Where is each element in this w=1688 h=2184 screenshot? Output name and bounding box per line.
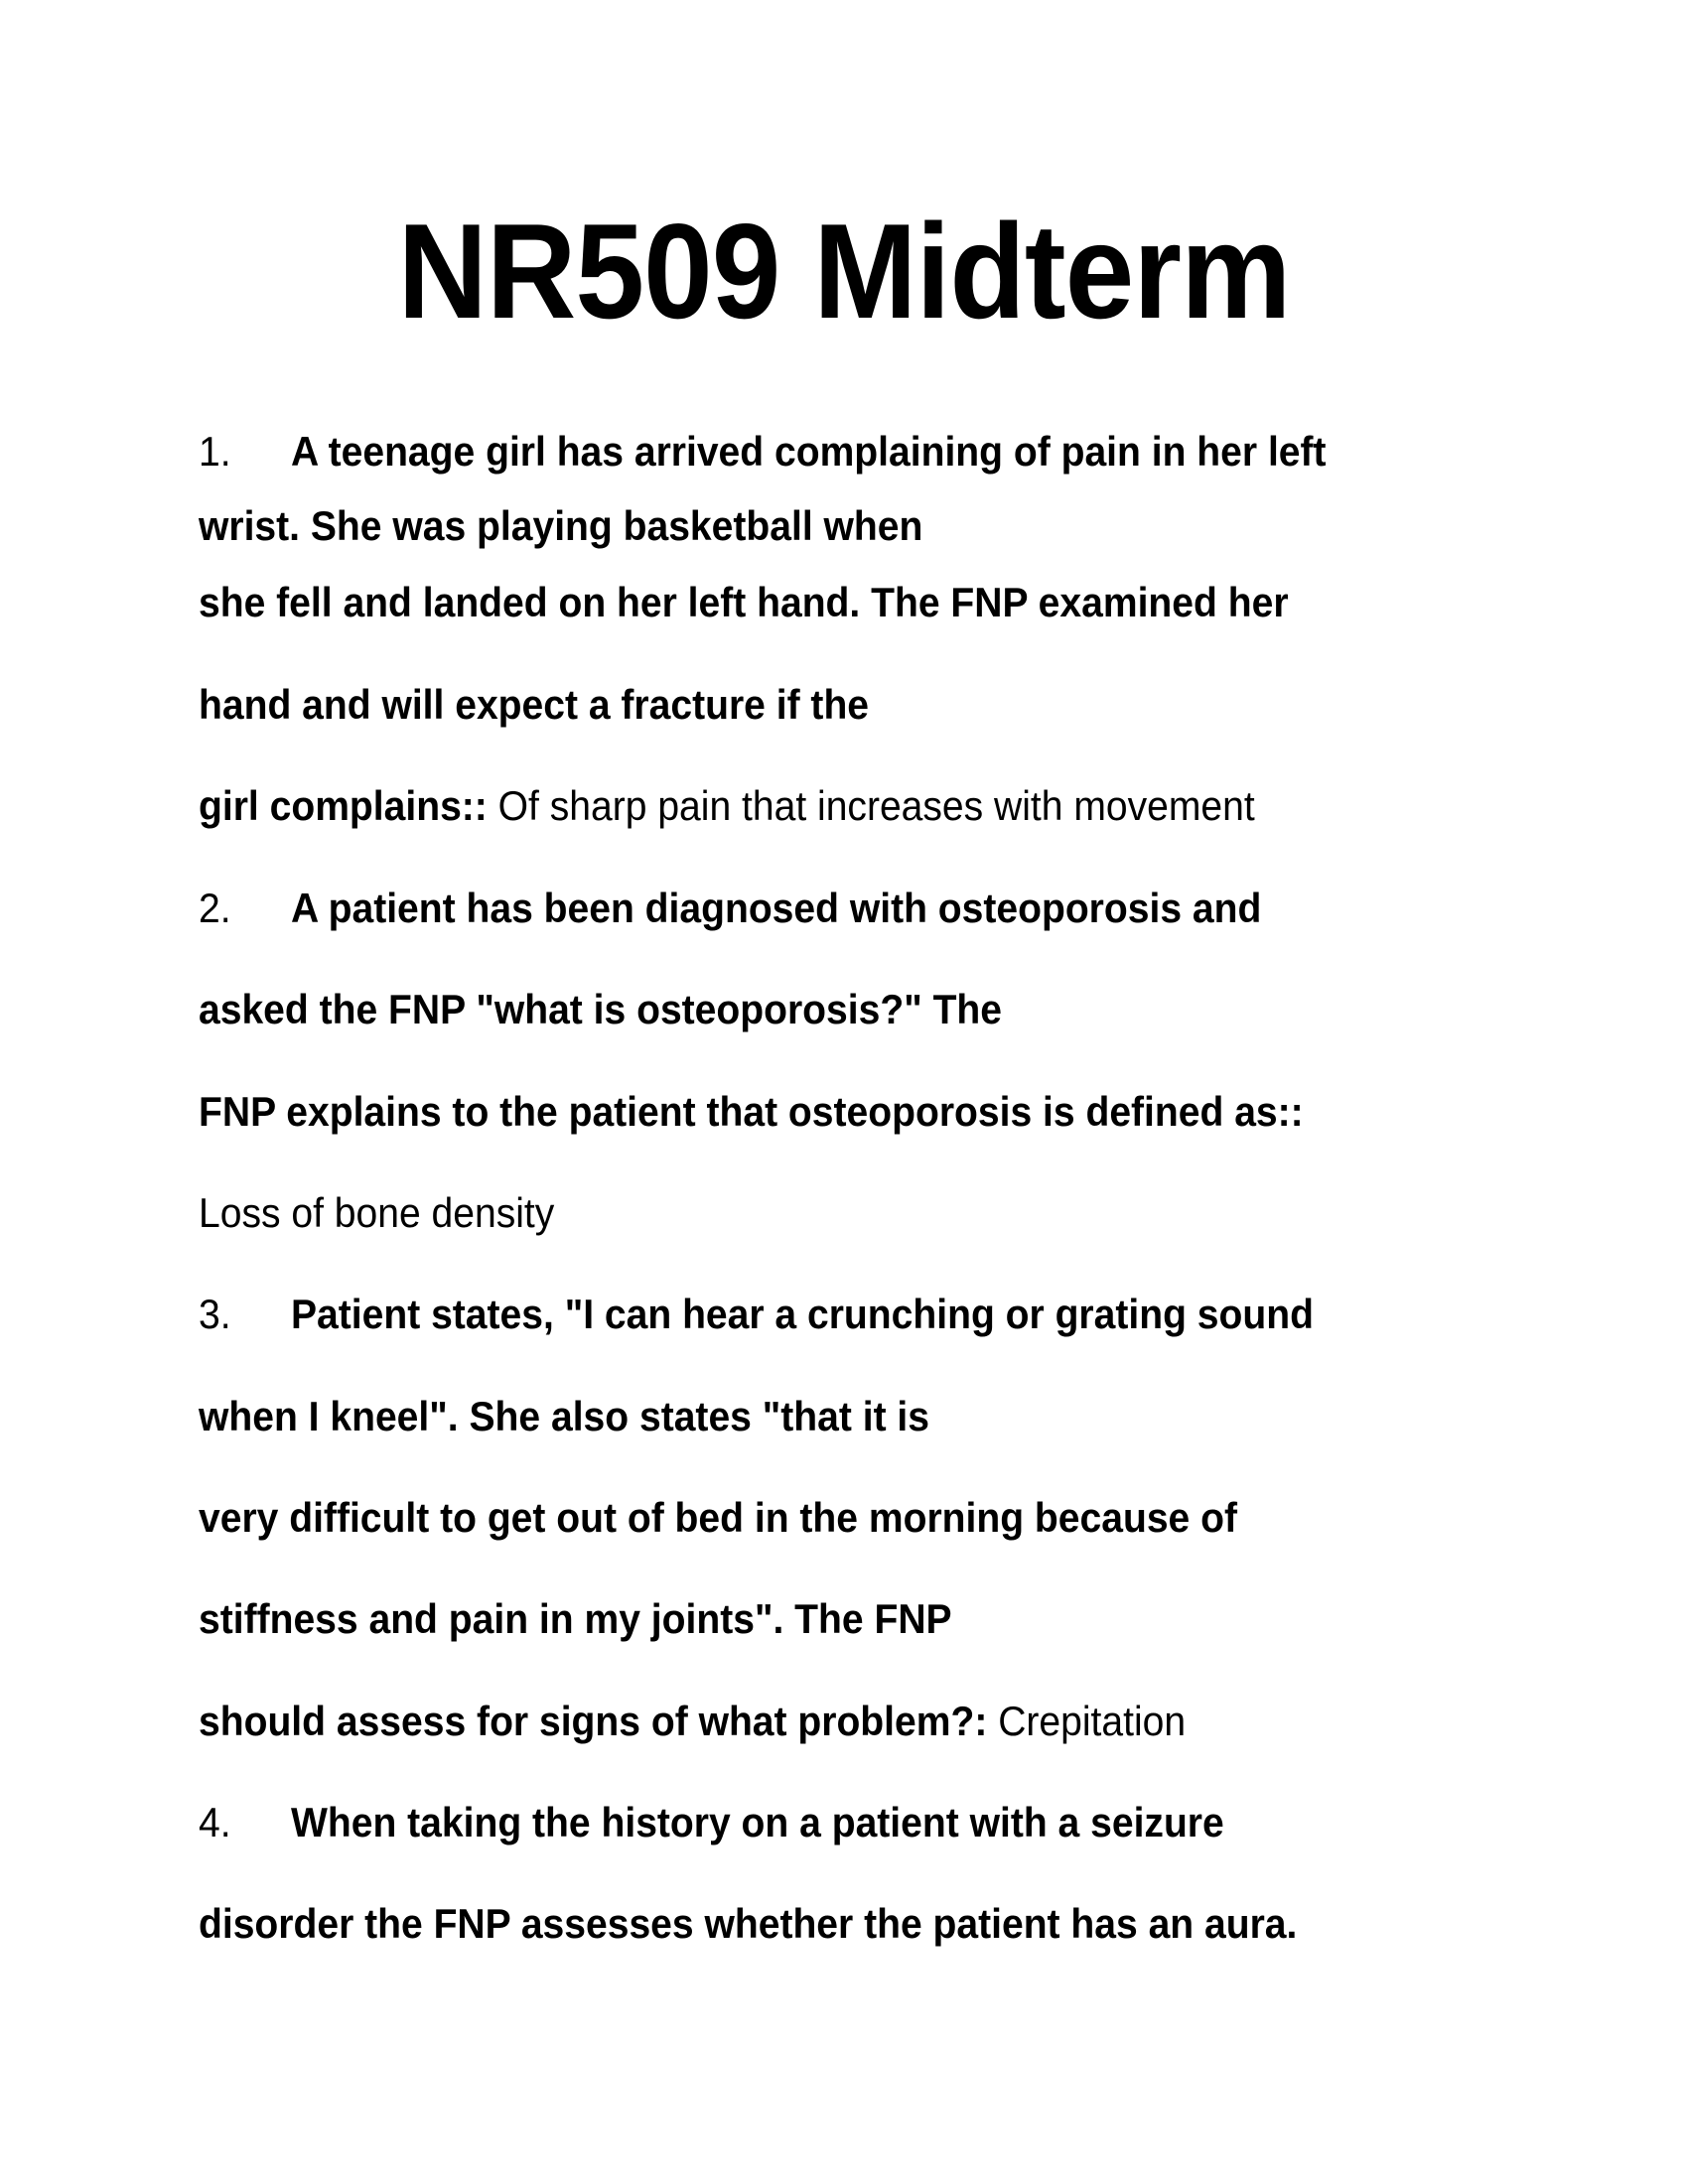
- answer-text: Crepitation: [998, 1698, 1187, 1744]
- question-line: stiffness and pain in my joints". The FNP: [199, 1595, 952, 1642]
- question-line: wrist. She was playing basketball when: [199, 502, 923, 549]
- question-line-with-answer: girl complains:: Of sharp pain that increases with movement: [199, 782, 1255, 829]
- question-line: asked the FNP "what is osteoporosis?" The: [199, 986, 1003, 1032]
- question-line: 3. Patient states, "I can hear a crunching or grating sound: [199, 1291, 1314, 1337]
- question-line: hand and will expect a fracture if the: [199, 681, 870, 728]
- question-number: 1.: [199, 428, 231, 475]
- question-number: 2.: [199, 885, 231, 931]
- question-line: 1. A teenage girl has arrived complaining of pain in her left: [199, 428, 1327, 475]
- question-line: she fell and landed on her left hand. The FNP examined her: [199, 579, 1289, 625]
- answer-text: Of sharp pain that increases with movement: [497, 782, 1255, 829]
- question-line: when I kneel". She also states "that it is: [199, 1393, 930, 1439]
- question-line-with-answer: should assess for signs of what problem?: Crepitation: [199, 1698, 1187, 1744]
- question-line: 4. When taking the history on a patient with a seizure: [199, 1799, 1224, 1845]
- question-line: disorder the FNP assesses whether the patient has an aura.: [199, 1900, 1298, 1947]
- answer-text: Loss of bone density: [199, 1189, 555, 1236]
- question-line: FNP explains to the patient that osteoporosis is defined as::: [199, 1088, 1304, 1135]
- question-line: 2. A patient has been diagnosed with osteoporosis and: [199, 885, 1262, 931]
- question-number: 4.: [199, 1799, 231, 1845]
- question-number: 3.: [199, 1291, 231, 1337]
- page-title: NR509 Midterm: [397, 196, 1291, 346]
- question-line: very difficult to get out of bed in the morning because of: [199, 1494, 1237, 1541]
